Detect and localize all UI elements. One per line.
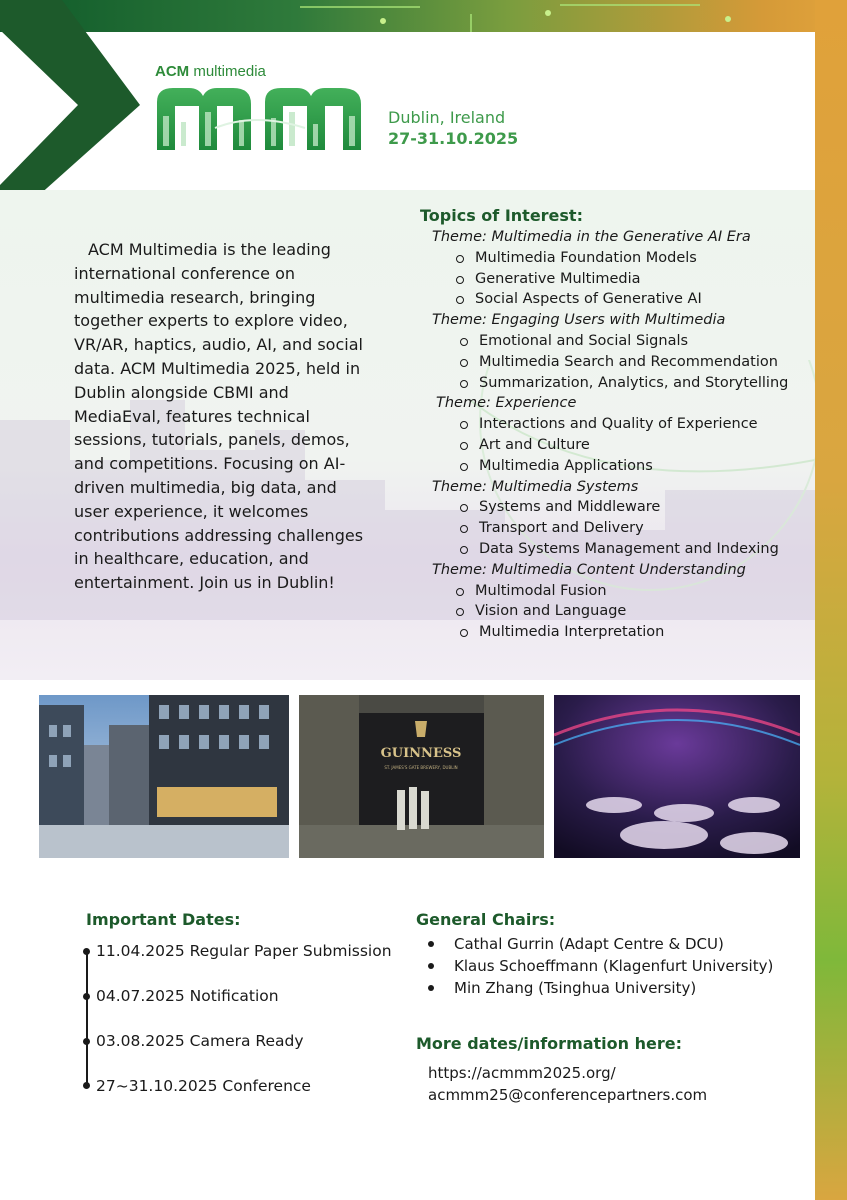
timeline-dot — [83, 1038, 90, 1045]
venue-photo-buildings — [39, 695, 289, 858]
event-dates: 27-31.10.2025 — [388, 129, 519, 148]
topics-heading: Topics of Interest: — [420, 206, 583, 225]
website-link[interactable]: https://acmmm2025.org/ — [428, 1064, 616, 1082]
venue-photo-banquet — [554, 695, 800, 858]
circuit-node — [545, 10, 551, 16]
venue-photo-guinness — [299, 695, 544, 858]
topic-item: Vision and Language — [456, 601, 815, 622]
topic-item: Multimedia Interpretation — [460, 622, 815, 643]
date-item: 11.04.2025 Regular Paper Submission — [96, 942, 392, 960]
acm-mm-logo — [155, 63, 363, 156]
circuit-trace — [470, 14, 472, 32]
theme-title: Theme: Experience — [436, 395, 577, 412]
date-item: 04.07.2025 Notification — [96, 987, 279, 1005]
topic-item: Multimedia Applications — [460, 456, 815, 477]
important-dates-heading: Important Dates: — [86, 910, 241, 929]
timeline — [86, 950, 88, 1087]
theme-title: Theme: Multimedia in the Generative AI Era — [432, 229, 751, 245]
guinness-sign-text: GUINNESS — [380, 746, 462, 761]
topic-item: Multimedia Foundation Models — [456, 248, 815, 269]
harp-icon — [415, 721, 427, 737]
topic-item: Data Systems Management and Indexing — [460, 539, 815, 560]
chair-item: Klaus Schoeffmann (Klagenfurt University) — [428, 955, 773, 977]
date-item: 27~31.10.2025 Conference — [96, 1077, 311, 1095]
date-item: 03.08.2025 Camera Ready — [96, 1032, 304, 1050]
theme-title: Theme: Multimedia Systems — [432, 478, 639, 495]
chair-item: Cathal Gurrin (Adapt Centre & DCU) — [428, 933, 773, 955]
timeline-dot — [83, 1082, 90, 1089]
topic-item: Systems and Middleware — [460, 497, 815, 518]
topic-item: Emotional and Social Signals — [460, 331, 815, 352]
topic-item: Multimedia Search and Recommendation — [460, 352, 815, 373]
chairs-list — [428, 933, 773, 999]
topic-item: Summarization, Analytics, and Storytelling — [460, 373, 815, 394]
topic-item: Social Aspects of Generative AI — [456, 289, 815, 310]
circuit-node — [380, 18, 386, 24]
logo-wordmark: ACM multimedia — [155, 63, 266, 80]
topic-item: Art and Culture — [460, 435, 815, 456]
mm-logo-icon — [155, 82, 363, 152]
topic-item: Multimodal Fusion — [456, 581, 815, 602]
circuit-trace — [560, 4, 700, 6]
more-info-heading: More dates/information here: — [416, 1034, 682, 1053]
event-location — [388, 108, 518, 148]
general-chairs-heading: General Chairs: — [416, 910, 556, 929]
topic-item: Interactions and Quality of Experience — [460, 414, 815, 435]
circuit-node — [725, 16, 731, 22]
guinness-sign-subtext: ST. JAMES'S GATE BREWERY, DUBLIN — [384, 765, 458, 770]
theme-title: Theme: Multimedia Content Understanding — [432, 561, 746, 578]
city: Dublin, Ireland — [388, 108, 506, 127]
topic-item: Generative Multimedia — [456, 269, 815, 290]
chair-item: Min Zhang (Tsinghua University) — [428, 977, 773, 999]
email-link[interactable]: acmmm25@conferencepartners.com — [428, 1086, 708, 1104]
intro-text: ACM Multimedia is the leading international conference on multimedia research, bringing together experts to explore video, VR/AR, haptics, audio, AI, and social data. ACM Multimedia 2025, held in Dublin alongside CBMI and MediaEval, features technical sessions, tutorials, panels, demos, and competitions. Focusing on AI-driven multimedia, big data, and user experience, it welcomes contributions addressing challenges in healthcare, education, and entertainment. Join us in Dublin! — [74, 240, 364, 593]
right-border — [815, 0, 847, 1200]
topic-item: Transport and Delivery — [460, 518, 815, 539]
topics-of-interest — [420, 206, 815, 643]
theme-title: Theme: Engaging Users with Multimedia — [432, 312, 726, 329]
timeline-dot — [83, 993, 90, 1000]
timeline-dot — [83, 948, 90, 955]
circuit-trace — [300, 6, 420, 8]
